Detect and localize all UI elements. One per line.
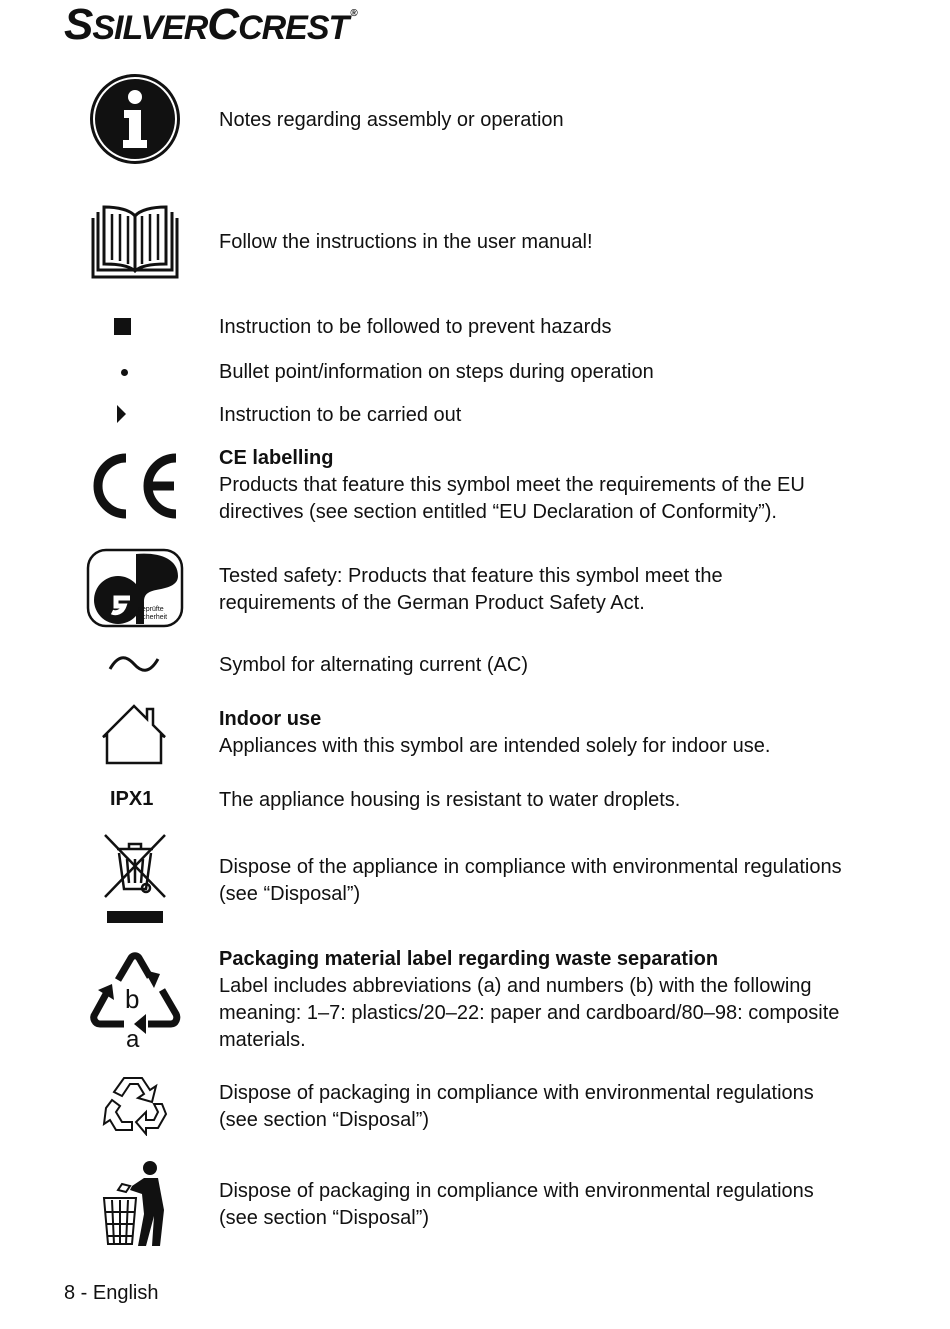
item-title: Indoor use <box>219 708 322 730</box>
item-text: Tested safety: Products that feature this symbol meet the requirements of the German Product Safety Act. <box>219 565 723 614</box>
item-text: The appliance housing is resistant to water droplets. <box>219 789 681 811</box>
item-text: Products that feature this symbol meet the requirements of the EU directives (see section entitled “EU Declaration of Conformity”). <box>219 474 805 523</box>
svg-text:b: b <box>125 984 140 1014</box>
item-text: Instruction to be followed to prevent hazards <box>219 316 612 338</box>
svg-text:Sicherheit: Sicherheit <box>136 614 168 621</box>
logo-text-2: CREST <box>238 9 349 47</box>
item-title: CE labelling <box>219 447 334 469</box>
ce-mark-icon <box>88 452 182 520</box>
item-text: Symbol for alternating current (AC) <box>219 654 529 676</box>
item-text: Label includes abbreviations (a) and numbers (b) with the following meaning: 1–7: plastics/20–22: paper and cardboard/80–98: composite materials. <box>219 975 840 1051</box>
item-text: Appliances with this symbol are intended solely for indoor use. <box>219 735 771 757</box>
manual-book-icon <box>90 204 180 280</box>
svg-text:geprüfte: geprüfte <box>138 606 164 613</box>
crossed-bin-icon <box>103 833 167 925</box>
ce-block <box>219 445 844 526</box>
triangle-bullet-icon <box>117 405 126 423</box>
item-text: Dispose of the appliance in compliance with environmental regulations (see “Disposal”) <box>219 856 842 905</box>
dot-bullet-icon <box>121 369 128 376</box>
recycle-arrows-icon <box>102 1074 168 1136</box>
page-number: 8 - English <box>64 1282 159 1304</box>
gs-mark-icon <box>86 548 184 628</box>
item-title: Packaging material label regarding waste separation <box>219 948 719 970</box>
svg-text:a: a <box>126 1026 140 1050</box>
packaging-block <box>219 946 844 1054</box>
silvercrest-logo: SSILVERCCREST ® <box>64 0 357 49</box>
item-text: Notes regarding assembly or operation <box>219 109 564 131</box>
item-text: Dispose of packaging in compliance with environmental regulations (see section “Disposal”) <box>219 1082 814 1131</box>
ac-symbol-icon <box>108 653 160 675</box>
ipx1-label: IPX1 <box>110 788 154 810</box>
square-bullet-icon <box>114 318 131 335</box>
info-icon <box>88 72 182 166</box>
indoor-block <box>219 706 844 760</box>
logo-text-1: SILVER <box>92 9 208 47</box>
item-text: Bullet point/information on steps during operation <box>219 361 654 383</box>
item-text: Dispose of packaging in compliance with environmental regulations (see section “Disposal”) <box>219 1180 814 1229</box>
item-text: Follow the instructions in the user manual! <box>219 231 593 253</box>
house-icon <box>101 703 167 765</box>
recycling-triangle-icon <box>88 950 182 1050</box>
tidy-man-icon <box>100 1160 170 1248</box>
item-text: Instruction to be carried out <box>219 404 462 426</box>
